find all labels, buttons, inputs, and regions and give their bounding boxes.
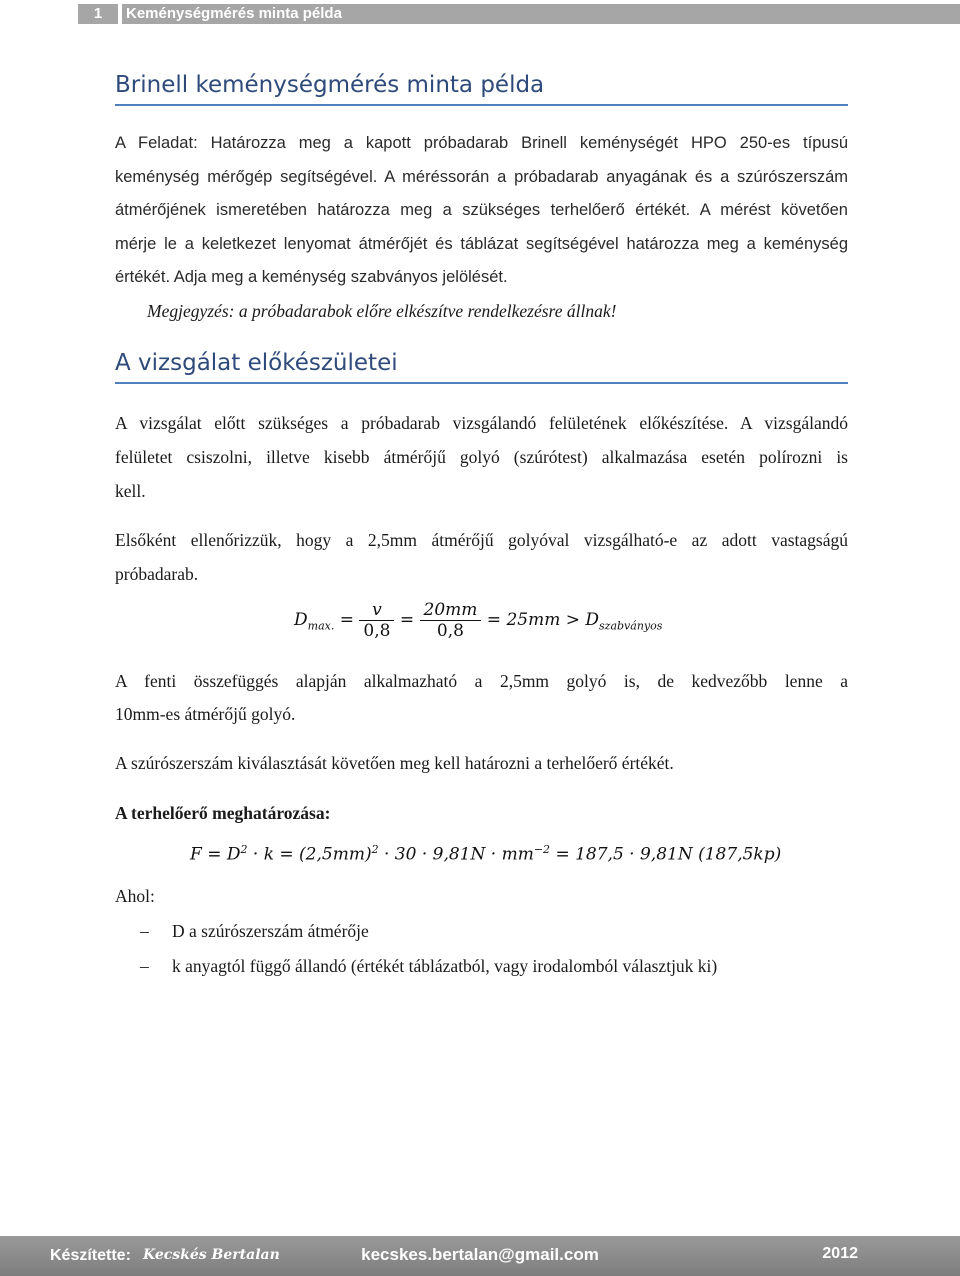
footer-author-label: Készítette: [50,1247,131,1264]
fraction-2 [420,600,482,641]
prep-line-3: kell. [115,481,146,501]
bullet-item-2: k anyagtól függő állandó (értékét táblázatból, vagy irodalomból választjuk ki) [172,956,718,976]
conclusion-line-1: A fenti összefüggés alapján alkalmazható a 2,5mm golyó is, de kedvezőbb lenne a [115,671,848,691]
bullet-dash-icon: – [140,956,149,976]
prep-line-1: A vizsgálat előtt szükséges a próbadarab vizsgálandó felületének előkészítése. A vizsgálandó [115,413,848,433]
force-sup-1: 2 [240,843,248,856]
force-formula [190,843,781,865]
fraction-2-denominator: 0,8 [436,621,464,641]
footer-author-name: Kecskés Bertalan [143,1247,280,1263]
fraction-1 [359,600,394,641]
prep-line-2: felületet csiszolni, illetve kisebb átmérőjű golyó (szúrótest) alkalmazása esetén polírozni is [115,447,848,467]
formula-result-sub: szabványos [599,619,663,633]
load-subheading: A terhelőerő meghatározása: [115,803,331,823]
bullet-item-1: D a szúrószerszám átmérője [172,921,369,941]
task-line-4: mérje le a keletkezet lenyomat átmérőjét és táblázat segítségével határozza meg a keménység [115,235,848,253]
main-heading: Brinell keménységmérés minta példa [115,72,848,106]
check-line-1: Elsőként ellenőrizzük, hogy a 2,5mm átmérőjű golyóval vizsgálható-e az adott vastagságú [115,530,848,550]
formula-lhs-sub: max. [307,619,335,633]
note-text: Megjegyzés: a próbadarabok előre elkészítve rendelkezésre állnak! [147,301,617,321]
fraction-1-numerator: v [372,600,382,620]
force-part-4: = 187,5 · 9,81N (187,5kp) [550,844,782,865]
dmax-formula: $D_{max.}$ = $\frac{v}{0,8}$ = $\frac{20mm}{0,8}$ = $25mm > D_{szabványos}$ [294,600,663,641]
force-sup-3: −2 [533,843,551,856]
section-heading: A vizsgálat előkészületei [115,350,848,384]
force-part-3: · 30 · 9,81N · mm [378,844,534,865]
task-line-2: keménység mérőgép segítségével. A méréssorán a próbadarab anyagának és a szúrószerszám [115,168,848,186]
fraction-1-denominator: 0,8 [363,621,391,641]
force-part-2: · k = (2,5mm) [247,844,372,865]
where-label: Ahol: [115,886,155,906]
force-part-1: F = D [190,844,241,865]
task-line-5: értékét. Adja meg a keménység szabványos jelölését. [115,268,508,286]
check-line-2: próbadarab. [115,564,199,584]
formula-lhs: D [294,610,308,630]
force-sup-2: 2 [371,843,379,856]
formula-result: = 25mm > D [486,610,599,630]
task-line-1: A Feladat: Határozza meg a kapott próbadarab Brinell keménységét HPO 250-es típusú [115,134,848,152]
task-line-3: átmérőjének ismeretében határozza meg a szükséges terhelőerő értékét. A mérést követően [115,201,848,219]
footer-year: 2012 [822,1245,858,1262]
page-footer [0,1236,960,1276]
fraction-2-numerator: 20mm [423,600,478,620]
page-number: 1 [78,4,118,24]
running-header-title: Keménységmérés minta példa [122,4,960,24]
bullet-dash-icon: – [140,921,149,941]
conclusion-line-2: 10mm-es átmérőjű golyó. [115,704,296,724]
load-intro-text: A szúrószerszám kiválasztását követően meg kell határozni a terhelőerő értékét. [115,753,674,773]
footer-email: kecskes.bertalan@gmail.com [361,1245,599,1264]
